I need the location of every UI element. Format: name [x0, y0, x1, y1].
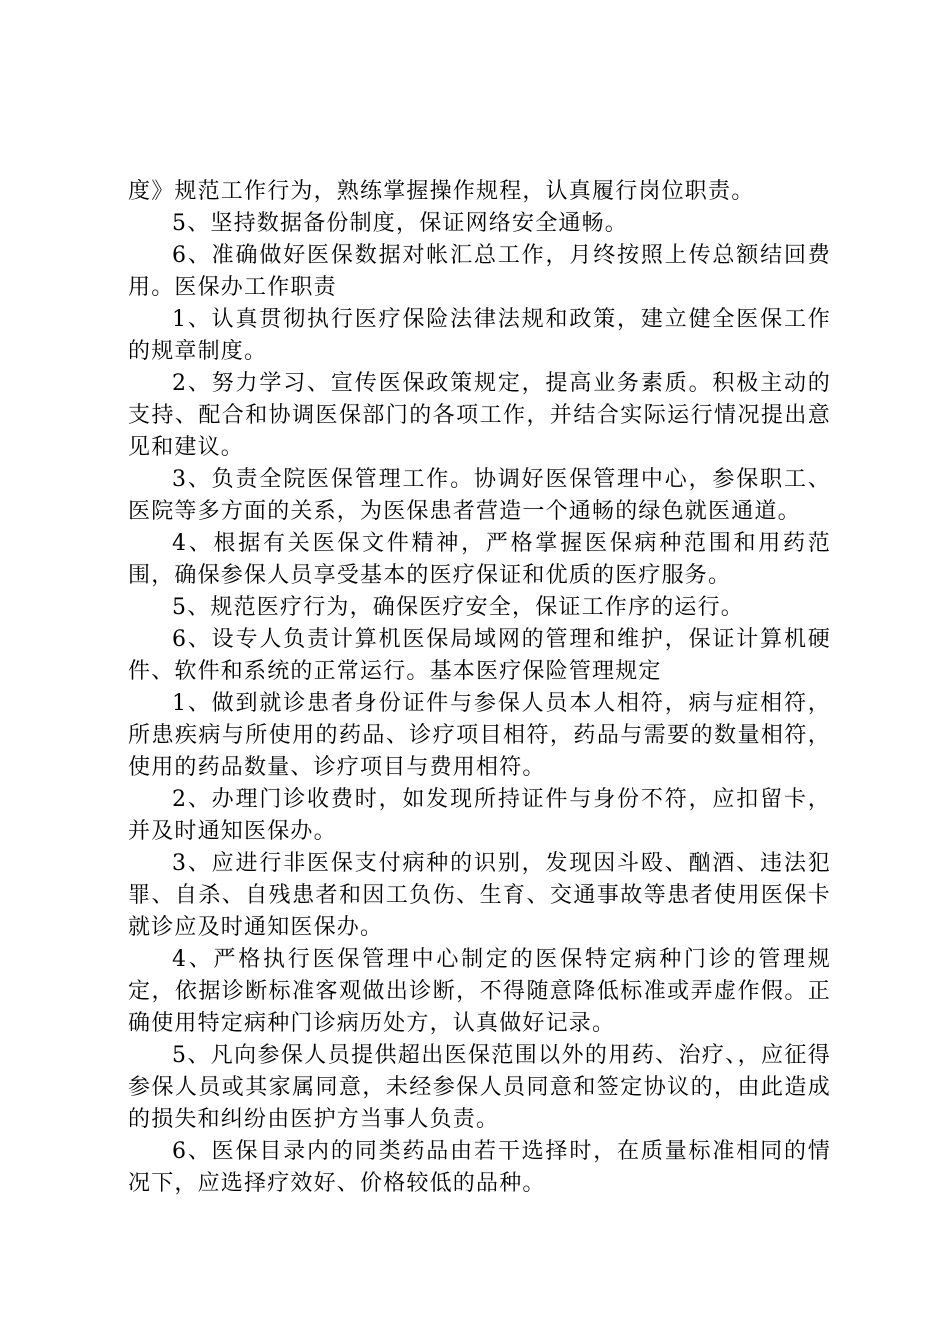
- paragraph-item: 3、应进行非医保支付病种的识别，发现因斗殴、酗酒、违法犯罪、自杀、自残患者和因工负伤、生育、交通事故等患者使用医保卡就诊应及时通知医保办。: [128, 851, 831, 940]
- paragraph-item: 2、办理门诊收费时，如发现所持证件与身份不符，应扣留卡，并及时通知医保办。: [128, 787, 831, 844]
- document-page: [128, 176, 831, 1200]
- paragraph-item: 4、根据有关医保文件精神，严格掌握医保病种范围和用药范围，确保参保人员享受基本的医疗保证和优质的医疗服务。: [128, 531, 831, 588]
- paragraph-item: 3、负责全院医保管理工作。协调好医保管理中心，参保职工、医院等多方面的关系，为医保患者营造一个通畅的绿色就医通道。: [128, 467, 831, 524]
- paragraph-item: 5、凡向参保人员提供超出医保范围以外的用药、治疗、，应征得参保人员或其家属同意，未经参保人员同意和签定协议的，由此造成的损失和纠纷由医护方当事人负责。: [128, 1043, 831, 1132]
- paragraph-item: 1、认真贯彻执行医疗保险法律法规和政策，建立健全医保工作的规章制度。: [128, 307, 831, 364]
- paragraph-item: 6、准确做好医保数据对帐汇总工作，月终按照上传总额结回费用。医保办工作职责: [128, 243, 831, 300]
- paragraph-item: 5、坚持数据备份制度，保证网络安全通畅。: [172, 211, 628, 236]
- paragraph-item: 6、设专人负责计算机医保局域网的管理和维护，保证计算机硬件、软件和系统的正常运行。基本医疗保险管理规定: [128, 627, 831, 684]
- paragraph-continuation: 度》规范工作行为，熟练掌握操作规程，认真履行岗位职责。: [128, 179, 755, 204]
- paragraph-item: 6、医保目录内的同类药品由若干选择时，在质量标准相同的情况下，应选择疗效好、价格较低的品种。: [128, 1139, 831, 1196]
- paragraph-item: 1、做到就诊患者身份证件与参保人员本人相符，病与症相符，所患疾病与所使用的药品、诊疗项目相符，药品与需要的数量相符，使用的药品数量、诊疗项目与费用相符。: [128, 691, 831, 780]
- paragraph-item: 2、努力学习、宣传医保政策规定，提高业务素质。积极主动的支持、配合和协调医保部门的各项工作，并结合实际运行情况提出意见和建议。: [128, 371, 831, 460]
- paragraph-item: 5、规范医疗行为，确保医疗安全，保证工作序的运行。: [172, 595, 744, 620]
- paragraph-item: 4、严格执行医保管理中心制定的医保特定病种门诊的管理规定，依据诊断标准客观做出诊断，不得随意降低标准或弄虚作假。正确使用特定病种门诊病历处方，认真做好记录。: [128, 947, 831, 1036]
